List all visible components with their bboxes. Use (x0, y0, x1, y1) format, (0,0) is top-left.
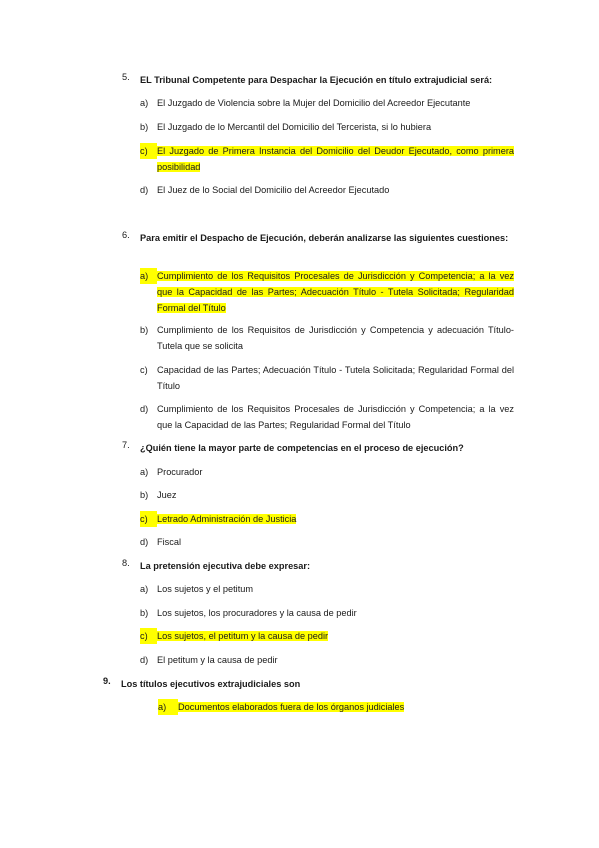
question-text: Para emitir el Despacho de Ejecución, deberán analizarse las siguientes cuestiones: (140, 233, 509, 243)
question-number: 9. (103, 676, 111, 686)
question-text: EL Tribunal Competente para Despachar la Ejecución en título extrajudicial será: (140, 75, 493, 85)
question-text: Los títulos ejecutivos extrajudiciales son (121, 679, 301, 689)
question-7 (122, 440, 514, 456)
question-text: ¿Quién tiene la mayor parte de competencias en el proceso de ejecución? (140, 443, 464, 453)
option-6a-highlighted: a) Cumplimiento de los Requisitos Procesales de Jurisdicción y Competencia; a la vez que la Capacidad de las Partes; Adecuación Título - Tutela Solicitada; Regularidad Formal del Título (140, 268, 514, 316)
question-9 (103, 676, 514, 692)
option-6c: c) Capacidad de las Partes; Adecuación Título - Tutela Solicitada; Regularidad Formal del Título (140, 365, 514, 391)
question-number: 6. (122, 230, 130, 240)
option-7c-highlighted: c) Letrado Administración de Justicia (140, 511, 514, 527)
question-text: La pretensión ejecutiva debe expresar: (140, 561, 311, 571)
question-number: 8. (122, 558, 130, 568)
question-number: 5. (122, 72, 130, 82)
option-6d: d) Cumplimiento de los Requisitos Procesales de Jurisdicción y Competencia; a la vez que la Capacidad de las Partes; Regularidad Formal del Título (140, 404, 514, 430)
option-5c-highlighted: c) El Juzgado de Primera Instancia del Domicilio del Deudor Ejecutado, como primera posibilidad (140, 143, 514, 175)
option-5a: a) El Juzgado de Violencia sobre la Mujer del Domicilio del Acreedor Ejecutante (140, 98, 471, 108)
question-number: 7. (122, 440, 130, 450)
option-8b: b) Los sujetos, los procuradores y la causa de pedir (140, 608, 357, 618)
option-8c-highlighted: c) Los sujetos, el petitum y la causa de pedir (140, 628, 514, 644)
option-7b: b) Juez (140, 490, 177, 500)
option-5d: d) El Juez de lo Social del Domicilio del Acreedor Ejecutado (140, 185, 390, 195)
option-7a: a) Procurador (140, 467, 203, 477)
question-5 (122, 72, 514, 88)
option-8a: a) Los sujetos y el petitum (140, 584, 254, 594)
question-6 (122, 230, 514, 246)
option-7d: d) Fiscal (140, 537, 181, 547)
option-5b: b) El Juzgado de lo Mercantil del Domicilio del Tercerista, si lo hubiera (140, 122, 432, 132)
option-9a-highlighted: a) Documentos elaborados fuera de los órganos judiciales (158, 699, 514, 715)
question-8 (122, 558, 514, 574)
option-8d: d) El petitum y la causa de pedir (140, 655, 278, 665)
option-6b: b) Cumplimiento de los Requisitos de Jurisdicción y Competencia y adecuación Título-Tutela que se solicita (140, 325, 514, 351)
